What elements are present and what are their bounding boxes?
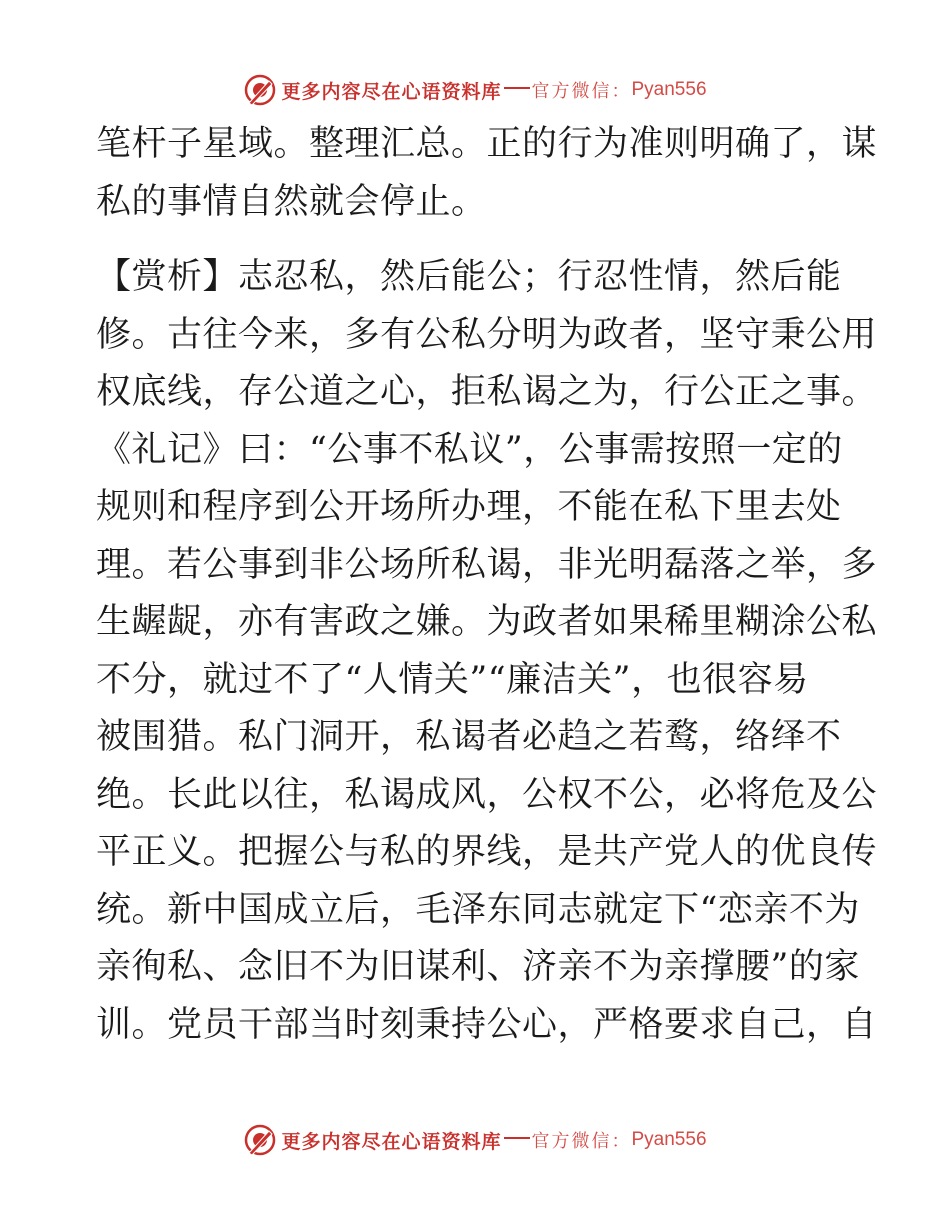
text-line: 规则和程序到公开场所办理，不能在私下里去处 [96,487,842,527]
header-watermark-banner [0,70,950,110]
text-line: 训。党员干部当时刻秉持公心，严格要求自己，自 [96,1004,878,1045]
text-line: 被围猎。私门洞开，私谒者必趋之若鹜，络绎不 [96,717,842,757]
paragraph-spacer [96,231,856,249]
text-line: 平正义。把握公与私的界线，是共产党人的优良传 [96,832,878,872]
banner-label: 官方微信： [531,81,632,102]
banner-wechat-id: Pyan556 [631,79,707,100]
banner-label: 官方微信： [531,1131,632,1152]
text-line: 绝。长此以往，私谒成风，公权不公，必将危及公 [96,774,878,815]
banner-main-text: 更多内容尽在心语资料库 [281,1130,502,1153]
banner-main-text: 更多内容尽在心语资料库 [281,80,502,103]
paragraph [96,249,878,1054]
text-line: 理。若公事到非公场所私谒，非光明磊落之举，多 [96,544,878,585]
text-line: 修。古往今来，多有公私分明为政者，坚守秉公用 [96,314,878,355]
document-body [96,116,878,1054]
text-line: 生龌龊，亦有害政之嫌。为政者如果稀里糊涂公私 [96,602,878,642]
paragraph [96,116,878,231]
banner-dash [504,87,530,89]
text-line: 亲徇私、念旧不为旧谋利、济亲不为亲撑腰”的家 [96,947,860,987]
pen-logo-icon [243,73,277,107]
text-line: 《礼记》曰：“公事不私议”，公事需按照一定的 [96,429,843,470]
text-line: 统。新中国成立后，毛泽东同志就定下“恋亲不为 [96,889,860,930]
pen-logo-icon [243,1123,277,1157]
text-line: 私的事情自然就会停止。 [96,181,487,222]
text-line: 权底线，存公道之心，拒私谒之为，行公正之事。 [96,372,878,412]
text-line: 不分，就过不了“人情关”“廉洁关”，也很容易 [96,659,809,700]
banner-dash [504,1137,530,1139]
text-line: 笔杆子星域。整理汇总。正的行为准则明确了，谋 [96,124,878,164]
text-line: 【赏析】志忍私，然后能公；行忍性情，然后能 [96,257,842,297]
footer-watermark-banner [0,1120,950,1160]
banner-wechat-id: Pyan556 [631,1129,707,1150]
